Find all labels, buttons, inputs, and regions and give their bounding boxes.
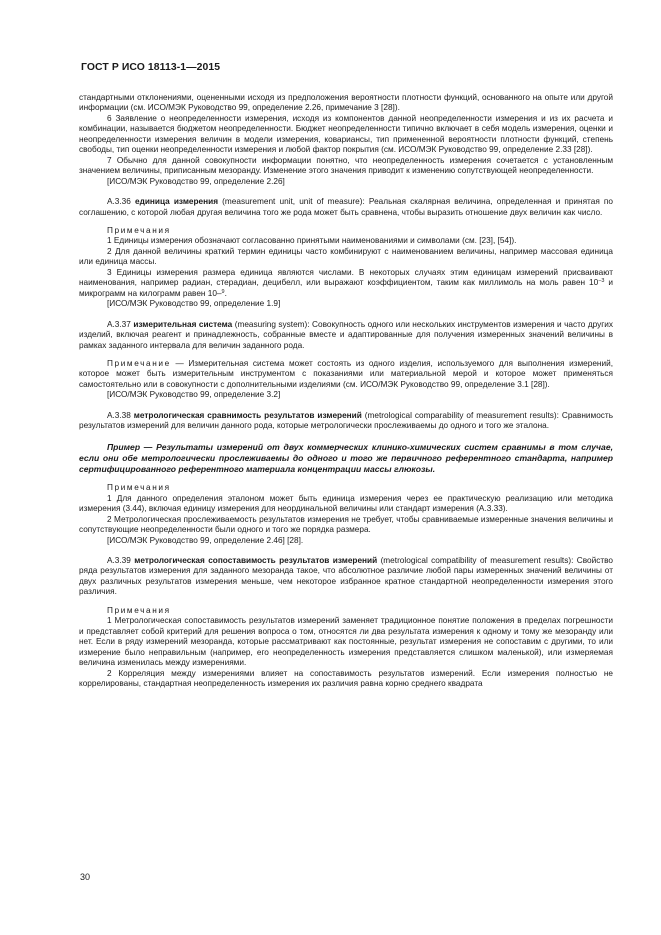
note: 1 Метрологическая сопоставимость результатов измерений заменяет традиционное понятие положения в пределах погрешности и представляет собой критерий для решения вопроса о том, относятся ли два результата измерения к одному и тому же мезоранду или нет. Если в ряду измерений мезоранда, которые рассматривают как постоянные, результат измерения не сопоставим с другими, то или измерение было неправильным (например, его неопределенность измерения представляется слишком маленькой), или измеряемая величина изменилась между измерениями. — [79, 616, 613, 668]
term-title: единица измерения — [135, 197, 219, 207]
document-header: ГОСТ Р ИСО 18113-1—2015 — [81, 62, 221, 73]
notes-heading: Примечания — [107, 483, 171, 493]
term-title: метрологическая сопоставимость результатов измерений — [134, 556, 378, 566]
reference: [ИСО/МЭК Руководство 99, определение 2.46] [28]. — [107, 535, 304, 545]
note: 2 Для данной величины краткий термин единицы часто комбинируют с наименованием величины, например массовая единица или единица массы. — [79, 246, 613, 267]
page-content — [79, 93, 613, 689]
notes-heading: Примечания — [107, 605, 171, 615]
page-number: 30 — [80, 872, 91, 882]
term-a339 — [79, 556, 613, 598]
paragraph: стандартными отклонениями, оцененными исходя из предположения вероятности плотности функций, основанного на опыте или другой информации (см. ИСО/МЭК Руководство 99, определение 2.26, примечание 3 [28]). — [79, 93, 613, 113]
reference: [ИСО/МЭК Руководство 99, определение 2.26] — [107, 176, 285, 186]
note: 1 Для данного определения эталоном может быть единица измерения через ее практическую реализацию или методика измерения (3.44), включая единицу измерения для неординальной величины или стандарт измерения (А.3.33). — [79, 493, 613, 514]
term-number: А.3.39 — [107, 556, 131, 566]
term-number: А.3.38 — [107, 410, 131, 420]
term-a338 — [79, 411, 613, 432]
term-title: измерительная система — [133, 319, 233, 329]
paragraph: 6 Заявление о неопределенности измерения, исходя из компонентов данной неопределенности измерения и из их расчета и комбинации, называется бюджетом неопределенности. Бюджет неопределенности типично включает в себя модель измерения, оценки и неопределенности измерения величин в модели измерения, ковариансы, тип примененной вероятности плотности функций, степень свободы, тип оценки неопределенности измерения и любой фактор покрытия (см. ИСО/МЭК Руководство 99, определение 2.33 [28]). — [79, 113, 613, 155]
term-number: А.3.36 — [107, 197, 131, 207]
term-definition: (metrological compatibility of measurement results): Свойство ряда результатов измерения для заданного мезоранда такое, что абсолютное различие любой пары измеренных значений величины от двух различных результатов измерения меньше, чем некоторое избранное кратное стандартной неопределенности измерения этого различия. — [79, 556, 613, 597]
term-definition: (metrological comparability of measurement results): Сравнимость результатов измерений для величин данного рода, которые метрологически прослеживаемы до одного и того же эталона. — [79, 410, 614, 431]
note: 2 Корреляция между измерениями влияет на сопоставимость результатов измерений. Если измерения полностью не коррелированы, стандартная неопределенность измерения их различия равна корню среднего квадрата — [79, 668, 613, 688]
note: 1 Единицы измерения обозначают согласованно принятыми наименованиями и символами (см. [23], [54]). — [107, 236, 517, 246]
term-title: метрологическая сравнимость результатов измерений — [133, 410, 362, 420]
term-number: А.3.37 — [107, 319, 131, 329]
term-a336 — [79, 197, 613, 218]
reference: [ИСО/МЭК Руководство 99, определение 1.9] — [107, 299, 281, 309]
term-a337 — [79, 320, 613, 351]
term-definition: (measurement unit, unit of measure): Реальная скалярная величина, определенная и принятая по соглашению, с которой любая другая величина того же рода может быть сравнена, чтобы выразить отношение двух величин как число. — [79, 197, 613, 217]
term-definition: (measuring system): Совокупность одного или нескольких инструментов измерения и часто других изделий, включая реагент и принадлежность, собранные вместе и адаптированные для получения измеренных значений величины в рамках заданного интервала для величин заданного рода. — [79, 319, 614, 350]
note: 3 Единицы измерения размера единица являются числами. В некоторых случаях этим единицам измерений присваивают наименования, например радиан, стерадиан, децибелл, или выражают коэффициентом, таким как миллимоль на моль равен $10^{-3}$ и микрограмм на килограмм равен 10–$^9$. — [79, 267, 614, 298]
note: Примечание — Измерительная система может состоять из одного изделия, используемого для выполнения измерений, которое может быть измерительным инструментом с показаниями или материальной мерой и которое может применяться самостоятельно или в совокупности с дополнительными изделиями (см. ИСО/МЭК Руководство 99, определение 3.1 [28]). — [79, 358, 613, 389]
reference: [ИСО/МЭК Руководство 99, определение 3.2] — [107, 390, 281, 400]
paragraph: 7 Обычно для данной совокупности информации понятно, что неопределенность измерения сочетается с установленным значением величины, приписанным мезоранду. Изменение этого значения приводит к изменению сопутствующей неопределенности. — [79, 155, 613, 176]
notes-heading: Примечания — [107, 225, 171, 235]
example: Пример — Результаты измерений от двух коммерческих клинико-химических систем сравнимы в том случае, если они обе метрологически прослеживаемы до одного и того же первичного референтного стандарта, например сертифицированного референтного материала концентрации массы глюкозы. — [79, 441, 613, 475]
note: 2 Метрологическая прослеживаемость результатов измерения не требует, чтобы сравниваемые измеренные значения величины и сопутствующие неопределенности были одного и того же порядка размера. — [79, 514, 613, 535]
